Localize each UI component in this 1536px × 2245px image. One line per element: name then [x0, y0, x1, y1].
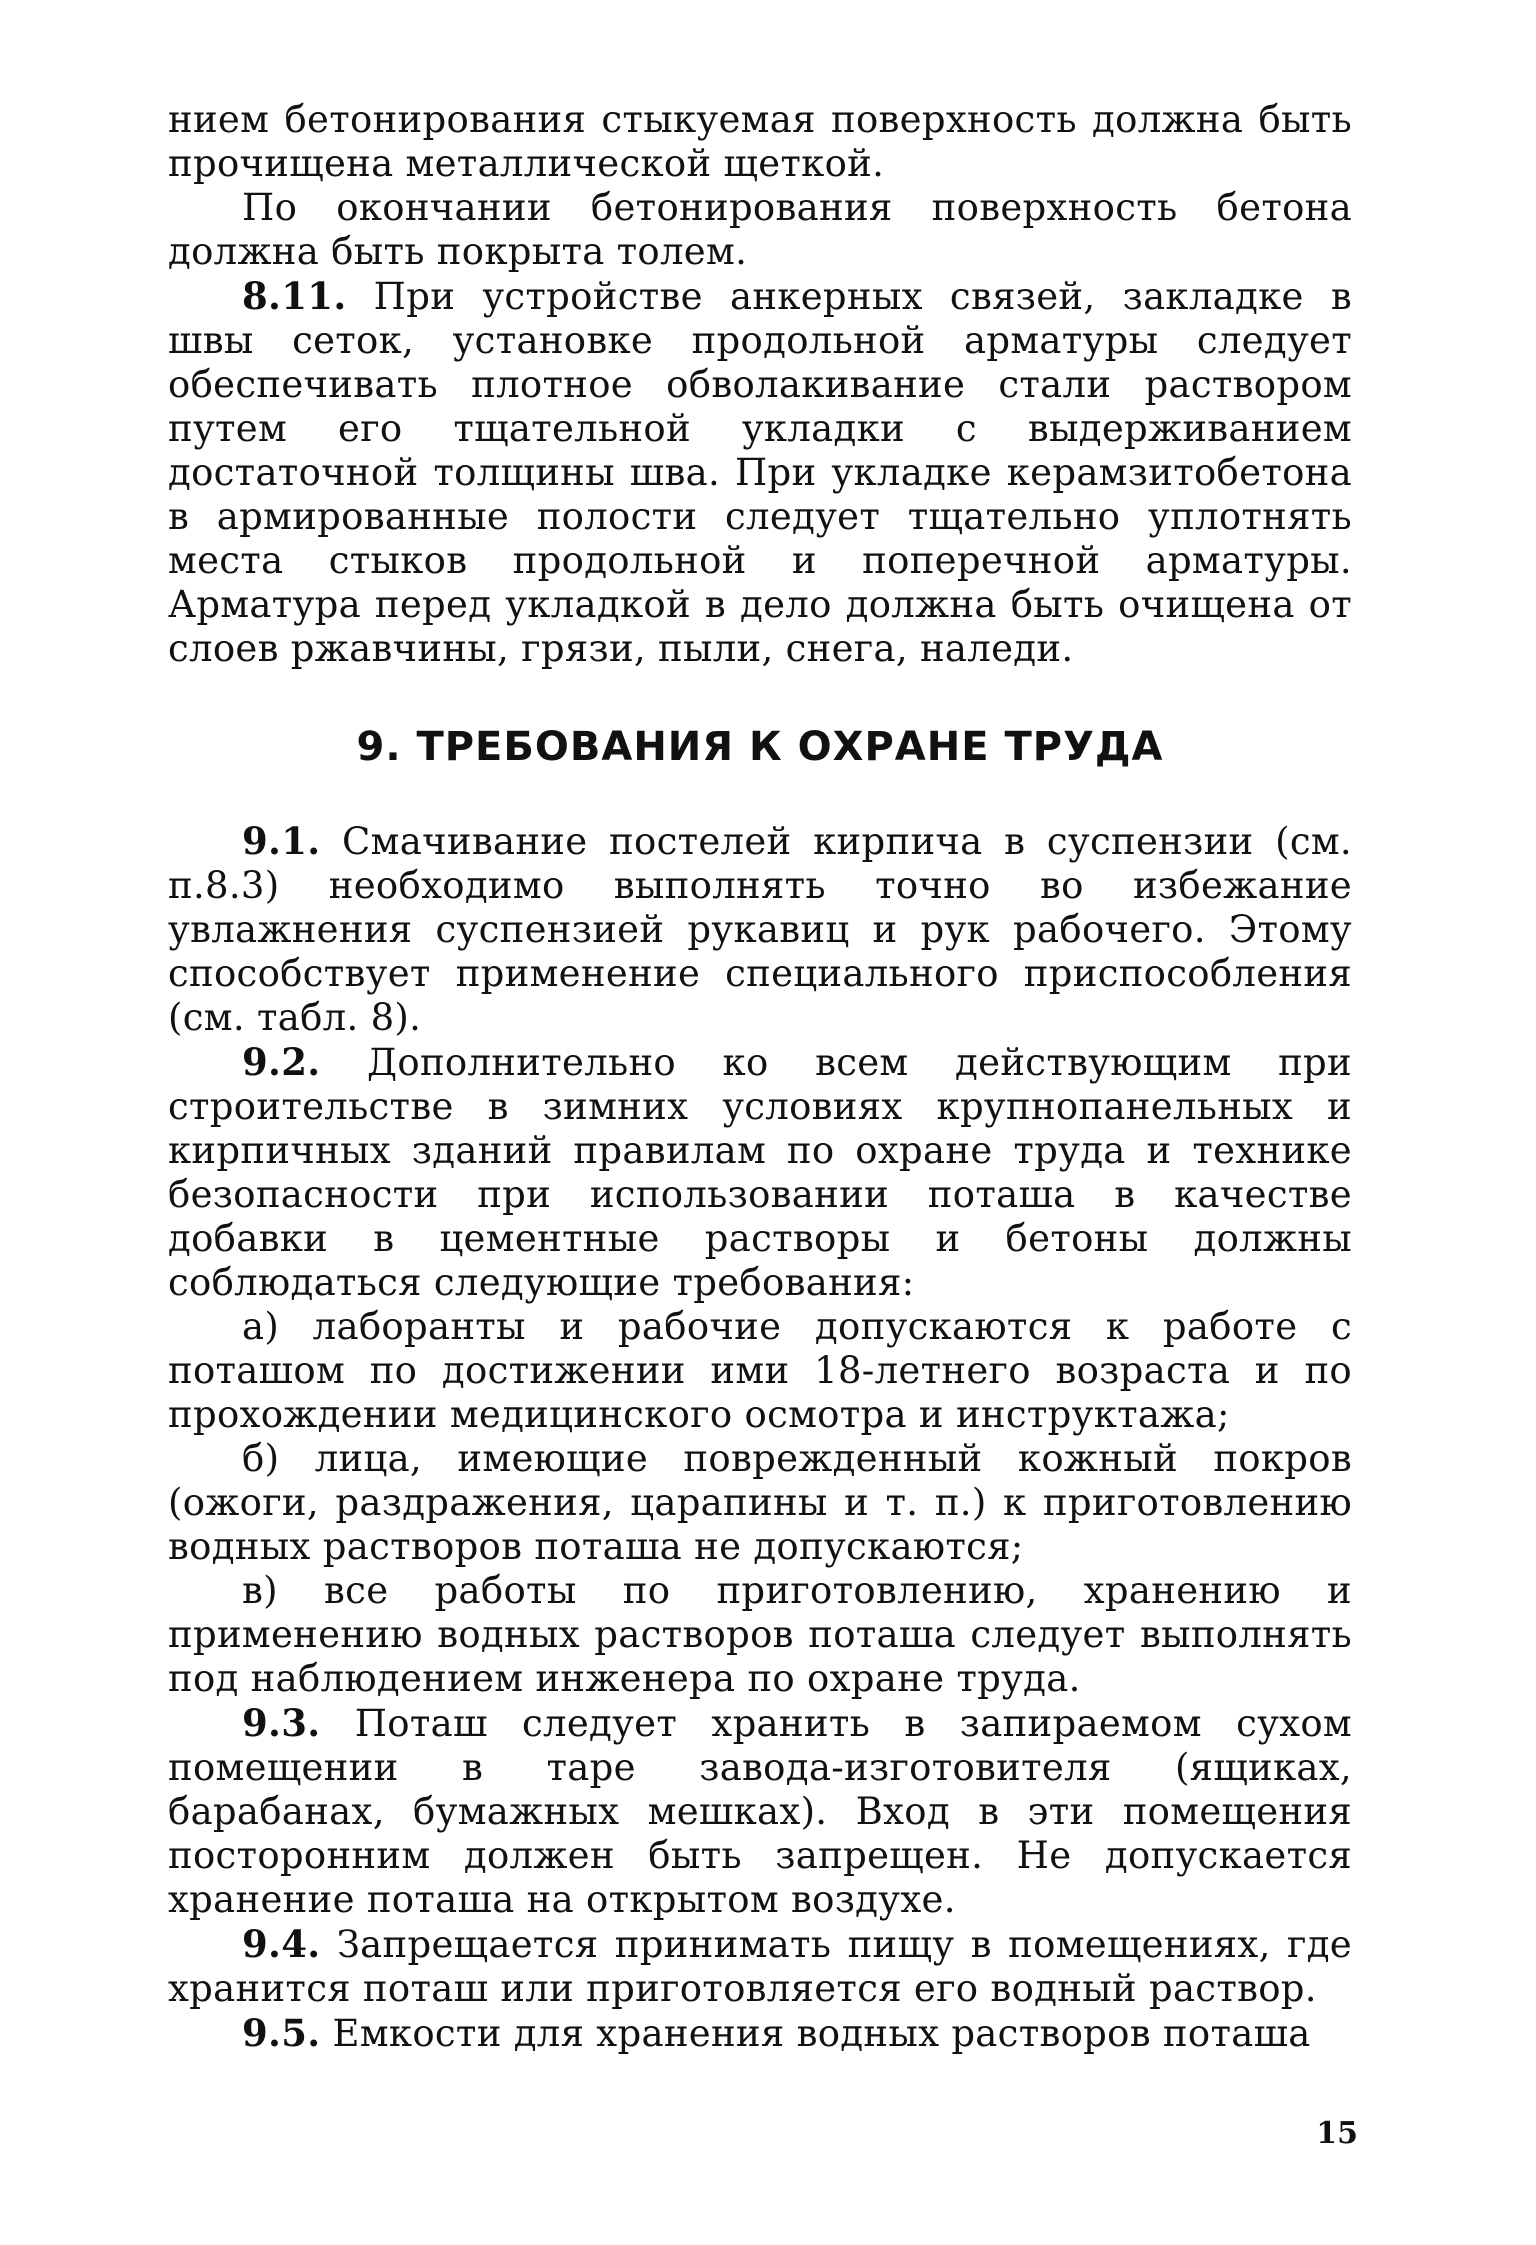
list-item-v [168, 1569, 1352, 1701]
paragraph-number: 9.4. [242, 1922, 321, 1966]
paragraph-concreting-end [168, 186, 1352, 274]
list-item-a [168, 1305, 1352, 1437]
paragraph-number: 9.2. [242, 1040, 321, 1084]
paragraph-number: 8.11. [242, 274, 347, 318]
list-item-text: б) лица, имеющие поврежденный кожный покров (ожоги, раздражения, царапины и т. п.) к приготовлению водных растворов поташа не допускаются; [168, 1437, 1352, 1568]
paragraph-text: По окончании бетонирования поверхность бетона должна быть покрыта толем. [168, 186, 1352, 273]
list-item-text: а) лаборанты и рабочие допускаются к работе с поташом по достижении ими 18-летнего возраста и по прохождении медицинского осмотра и инструктажа; [168, 1305, 1352, 1436]
paragraph-8-11 [168, 274, 1352, 671]
paragraph-text: Емкости для хранения водных растворов поташа [320, 2012, 1311, 2055]
paragraph-text: Смачивание постелей кирпича в суспензии (см. п.8.3) необходимо выполнять точно во избежание увлажнения суспензией рукавиц и рук рабочего. Этому способствует применение специального приспособления (см. табл. 8). [168, 820, 1352, 1039]
paragraph-text: Поташ следует хранить в запираемом сухом помещении в таре завода-изготовителя (ящиках, барабанах, бумажных мешках). Вход в эти помещения посторонним должен быть запрещен. Не допускается хранение поташа на открытом воздухе. [168, 1702, 1352, 1921]
page-content [168, 98, 1352, 2056]
paragraph-number: 9.3. [242, 1701, 321, 1745]
paragraph-9-2 [168, 1040, 1352, 1305]
paragraph-9-1 [168, 819, 1352, 1040]
page-number: 15 [1316, 2116, 1358, 2151]
list-item-b [168, 1437, 1352, 1569]
paragraph-9-3 [168, 1701, 1352, 1922]
paragraph-text: Дополнительно ко всем действующим при строительстве в зимних условиях крупнопанельных и кирпичных зданий правилам по охране труда и технике безопасности при использовании поташа в качестве добавки в цементные растворы и бетоны должны соблюдаться следующие требования: [168, 1041, 1352, 1304]
paragraph-number: 9.5. [242, 2011, 321, 2055]
paragraph-continuation [168, 98, 1352, 186]
paragraph-9-4 [168, 1922, 1352, 2011]
paragraph-text: Запрещается принимать пищу в помещениях, где хранится поташ или приготовляется его водный раствор. [168, 1923, 1352, 2010]
paragraph-text: При устройстве анкерных связей, закладке в швы сеток, установке продольной арматуры следует обеспечивать плотное обволакивание стали раствором путем его тщательной укладки с выдерживанием достаточной толщины шва. При укладке керамзитобетона в армированные полости следует тщательно уплотнять места стыков продольной и поперечной арматуры. Арматура перед укладкой в дело должна быть очищена от слоев ржавчины, грязи, пыли, снега, наледи. [168, 275, 1352, 670]
paragraph-number: 9.1. [242, 819, 321, 863]
section-heading: 9. ТРЕБОВАНИЯ К ОХРАНЕ ТРУДА [356, 724, 1164, 770]
paragraph-text: нием бетонирования стыкуемая поверхность должна быть прочищена металлической щеткой. [168, 98, 1352, 185]
paragraph-9-5 [168, 2011, 1352, 2056]
list-item-text: в) все работы по приготовлению, хранению и применению водных растворов поташа следует выполнять под наблюдением инженера по охране труда. [168, 1569, 1352, 1700]
